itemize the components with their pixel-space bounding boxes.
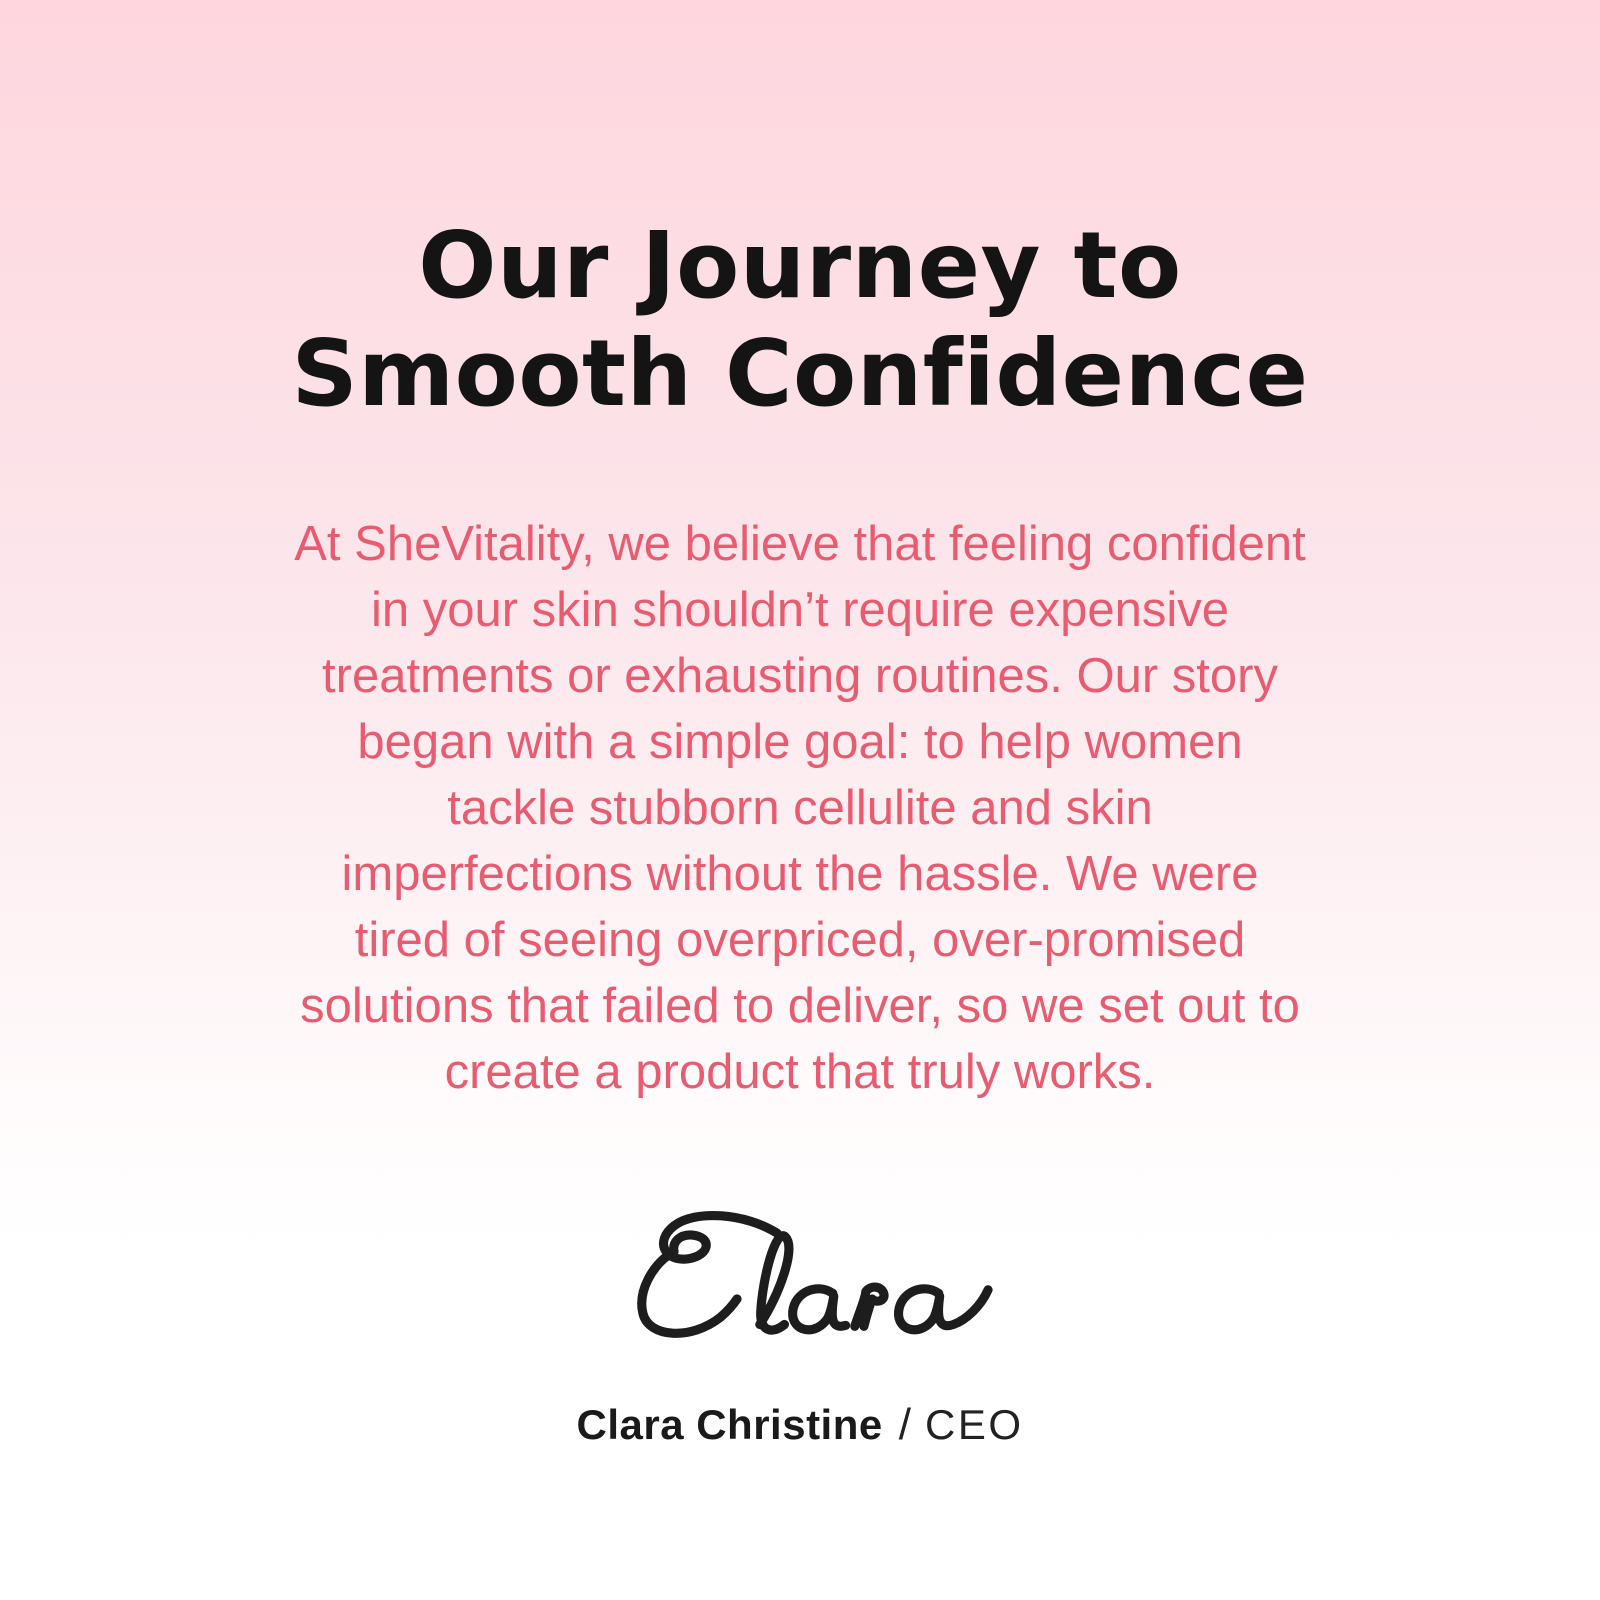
page-title-line-2: Smooth Confidence xyxy=(291,319,1309,427)
brand-story-paragraph xyxy=(294,511,1306,1105)
signature-stroke-l xyxy=(760,1236,789,1330)
ceo-role: CEO xyxy=(924,1401,1024,1449)
story-line: began with a simple goal: to help women xyxy=(357,715,1243,770)
story-line: tackle stubborn cellulite and skin xyxy=(447,781,1153,836)
story-line: tired of seeing overpriced, over-promised xyxy=(354,913,1246,968)
signature-stroke-r xyxy=(855,1287,884,1326)
story-line: solutions that failed to deliver, so we set out to xyxy=(300,979,1300,1034)
signature-clara-script xyxy=(590,1191,1010,1374)
signature-stroke-a1 xyxy=(793,1289,846,1330)
story-line: create a product that truly works. xyxy=(444,1045,1156,1100)
story-line: in your skin shouldn’t require expensive xyxy=(371,583,1229,638)
signature-stroke-a2 xyxy=(899,1289,989,1330)
byline xyxy=(576,1400,1023,1450)
byline-separator: / xyxy=(898,1400,911,1450)
ceo-name: Clara Christine xyxy=(576,1401,883,1449)
story-line: treatments or exhausting routines. Our story xyxy=(322,649,1278,704)
story-line: imperfections without the hassle. We were xyxy=(341,847,1259,902)
signature-text xyxy=(800,0,801,1)
page-title xyxy=(292,212,1309,427)
page-title-line-1: Our Journey to xyxy=(418,212,1182,319)
story-line: At SheVitality, we believe that feeling confident xyxy=(294,517,1306,572)
